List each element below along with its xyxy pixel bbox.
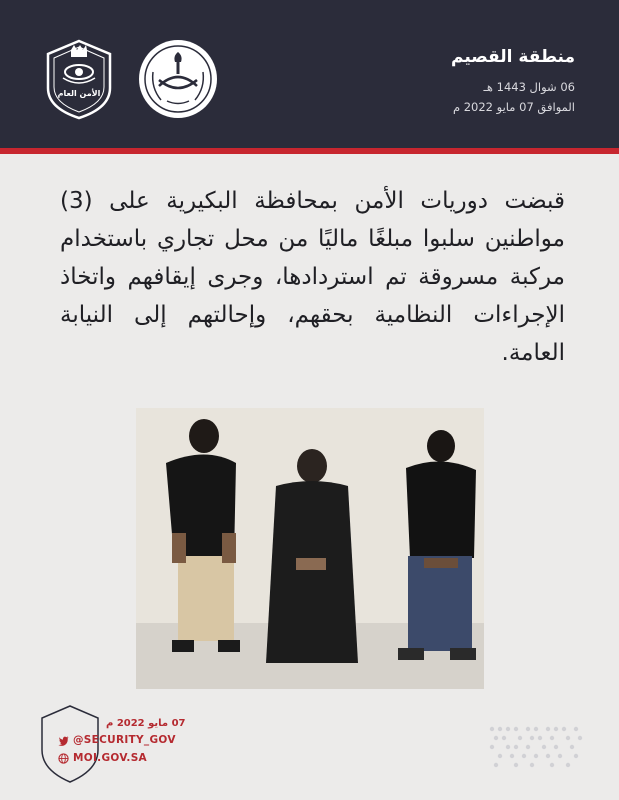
decorative-dot-pattern-icon	[486, 721, 586, 769]
footer-date: 07 مايو 2022 م	[106, 718, 186, 729]
twitter-icon	[58, 735, 69, 746]
region-title: منطقة القصيم	[451, 47, 575, 67]
public-security-emblem-icon	[38, 38, 120, 120]
header-accent-stripe	[0, 148, 619, 154]
gregorian-date: الموافق 07 مايو 2022 م	[452, 100, 575, 114]
hijri-date: 06 شوال 1443 هـ	[483, 80, 575, 94]
ministry-emblem-icon	[137, 38, 219, 120]
website-url: MOI.GOV.SA	[73, 752, 147, 764]
twitter-handle-link[interactable]	[58, 732, 176, 748]
globe-icon	[58, 753, 69, 764]
header-banner	[0, 0, 619, 148]
website-link[interactable]	[58, 750, 147, 766]
twitter-handle: @SECURITY_GOV	[73, 734, 176, 746]
suspects-photo	[136, 408, 484, 689]
announcement-text: قبضت دوريات الأمن بمحافظة البكيرية على (3) مواطنين سلبوا مبلغًا ماليًا من محل تجاري باستخدام مركبة مسروقة تم استردادها، وجرى إيقافهم واتخاذ الإجراءات النظامية بحقهم، وإحالتهم إلى النيابة العامة.	[60, 188, 565, 366]
security-logo-text: الأمن العام	[57, 89, 101, 98]
